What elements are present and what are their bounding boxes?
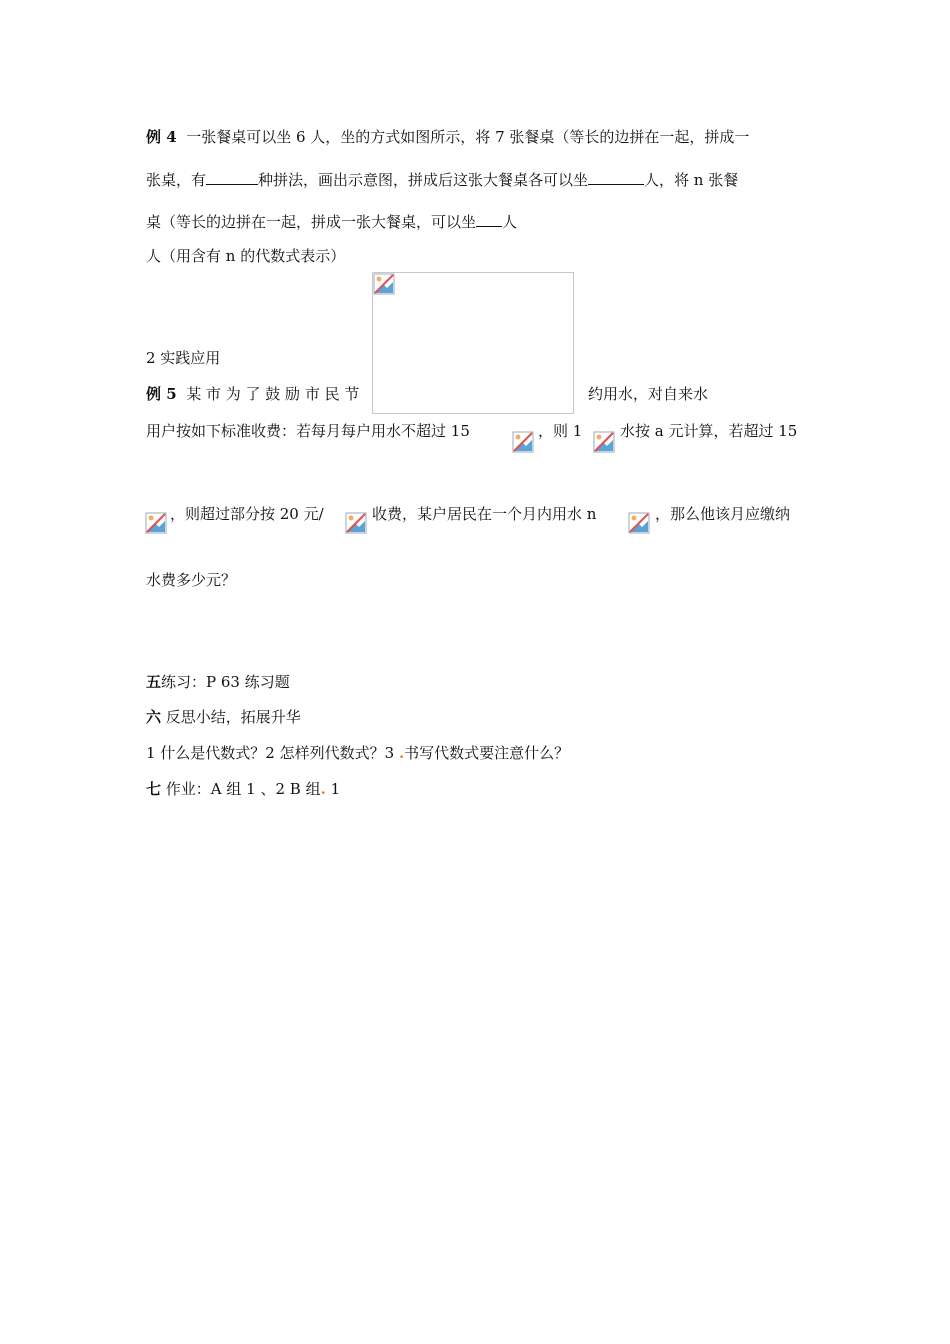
broken-image-icon — [593, 431, 615, 453]
answer-blank-2 — [588, 170, 644, 185]
broken-image-icon — [145, 512, 167, 534]
answer-blank-3 — [476, 212, 502, 227]
broken-image-icon — [628, 512, 650, 534]
broken-image-icon — [345, 512, 367, 534]
ex4-line-3 — [146, 212, 517, 232]
section-5-text: 练习：P 63 练习题 — [161, 673, 290, 691]
summary-q-dot: . — [398, 744, 405, 762]
broken-image-icon — [512, 431, 534, 453]
section-7-text: 作业：A 组 1 、2 B 组 — [161, 780, 321, 798]
section-7-label: 七 — [146, 780, 162, 798]
ex4-text-2c: 人，将 n 张餐 — [644, 171, 739, 189]
ex5-text-3b: 收费，某户居民在一个月内用水 n — [372, 505, 597, 523]
ex5-text-3a: ，则超过部分按 20 元/ — [170, 505, 324, 523]
ex4-line-1 — [146, 127, 749, 147]
section-6 — [146, 707, 301, 727]
ex5-text-3c: ，那么他该月应缴纳 — [655, 505, 791, 523]
diagram-image-frame — [372, 272, 574, 414]
ex4-label: 例 4 — [146, 128, 177, 146]
ex5-text-2a: 用户按如下标准收费：若每月每户用水不超过 15 — [146, 422, 470, 440]
section-7-tail: 1 — [325, 780, 341, 798]
section-6-text: 反思小结，拓展升华 — [161, 708, 301, 726]
ex4-text-1: 一张餐桌可以坐 6 人，坐的方式如图所示，将 7 张餐桌（等长的边拼在一起，拼成一 — [186, 128, 750, 146]
ex5-text-1a: 某 市 为 了 鼓 励 市 民 节 — [186, 385, 360, 403]
broken-image-icon — [373, 273, 395, 295]
ex4-text-3a: 桌（等长的边拼在一起，拼成一张大餐桌，可以坐 — [146, 213, 477, 231]
summary-q-text-b: 书写代数式要注意什么？ — [404, 744, 570, 762]
section-5-label: 五 — [146, 673, 162, 691]
summary-questions — [146, 743, 569, 763]
ex5-text-4: 水费多少元？ — [146, 571, 237, 589]
section-7-dot: . — [320, 780, 326, 798]
section-5 — [146, 672, 290, 692]
ex4-text-2a: 张桌，有 — [146, 171, 207, 189]
ex5-text-2b: ，则 1 — [538, 422, 583, 440]
answer-blank-1 — [206, 170, 258, 185]
ex5-text-2c: 水按 a 元计算，若超过 15 — [620, 422, 798, 440]
ex4-line-4: 人（用含有 n 的代数式表示） — [146, 247, 346, 265]
ex5-line-1 — [146, 384, 359, 404]
section-6-label: 六 — [146, 708, 162, 726]
ex4-text-2b: 种拼法，画出示意图，拼成后这张大餐桌各可以坐 — [258, 171, 589, 189]
ex4-text-3b: 人 — [502, 213, 518, 231]
ex5-label: 例 5 — [146, 385, 177, 403]
ex4-line-2 — [146, 170, 738, 190]
section-7 — [146, 779, 340, 799]
summary-q-text-a: 1 什么是代数式？2 怎样列代数式？3 — [146, 744, 399, 762]
ex5-line-1b: 约用水，对自来水 — [588, 385, 709, 403]
section-2-title: 2 实践应用 — [146, 349, 221, 367]
